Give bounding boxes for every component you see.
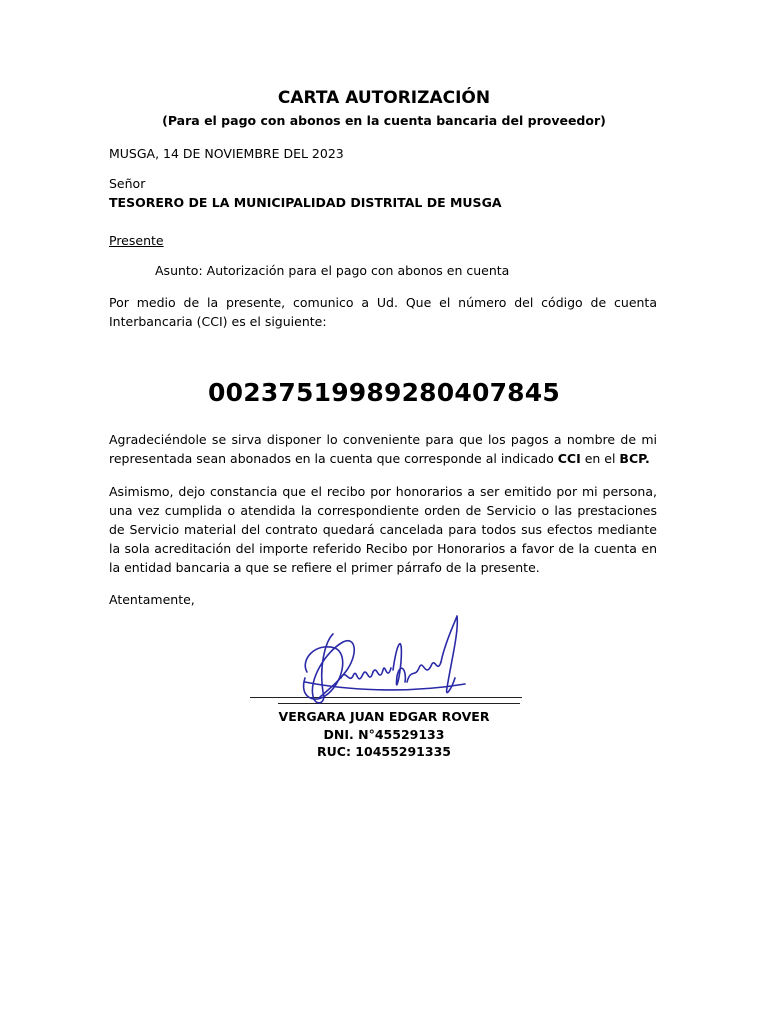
thanks-bcp: BCP.: [619, 451, 650, 466]
signer-ruc: RUC: 10455291335: [317, 744, 451, 759]
handwritten-signature: [285, 612, 475, 712]
cci-number: 00237519989280407845: [208, 378, 560, 407]
thanks-cci: CCI: [557, 451, 581, 466]
salutation: Señor: [109, 176, 146, 191]
letter-title: CARTA AUTORIZACIÓN: [277, 88, 491, 108]
closing: Atentamente,: [109, 592, 195, 607]
asunto-line: Asunto: Autorización para el pago con abonos en cuenta: [155, 263, 510, 278]
thanks-paragraph: [109, 430, 657, 468]
signer-dni: DNI. N°45529133: [323, 727, 445, 742]
intro-paragraph: Por medio de la presente, comunico a Ud. Que el número del código de cuenta Interbancaria (CCI) es el siguiente:: [109, 295, 657, 329]
recipient: TESORERO DE LA MUNICIPALIDAD DISTRITAL DE MUSGA: [109, 195, 502, 210]
asimismo-paragraph: Asimismo, dejo constancia que el recibo por honorarios a ser emitido por mi persona, una vez cumplida o atendida la correspondiente orden de Servicio o las prestaciones de Servicio material del contrato quedará cancelada para todos sus efectos mediante la sola acreditación del importe referido Recibo por Honorarios a favor de la cuenta en la entidad bancaria a que se refiere el primer párrafo de la presente.: [109, 484, 657, 575]
date-line: MUSGA, 14 DE NOVIEMBRE DEL 2023: [109, 146, 344, 161]
presente-label: Presente: [109, 233, 164, 248]
thanks-text-1: Agradeciéndole se sirva disponer lo conveniente para que los pagos a nombre de mi representada sean abonados en la cuenta que corresponde al indicado: [109, 432, 657, 466]
signer-name: VERGARA JUAN EDGAR ROVER: [278, 709, 490, 724]
thanks-text-2: en el: [580, 451, 620, 466]
letter-subtitle: (Para el pago con abonos en la cuenta bancaria del proveedor): [162, 113, 606, 128]
